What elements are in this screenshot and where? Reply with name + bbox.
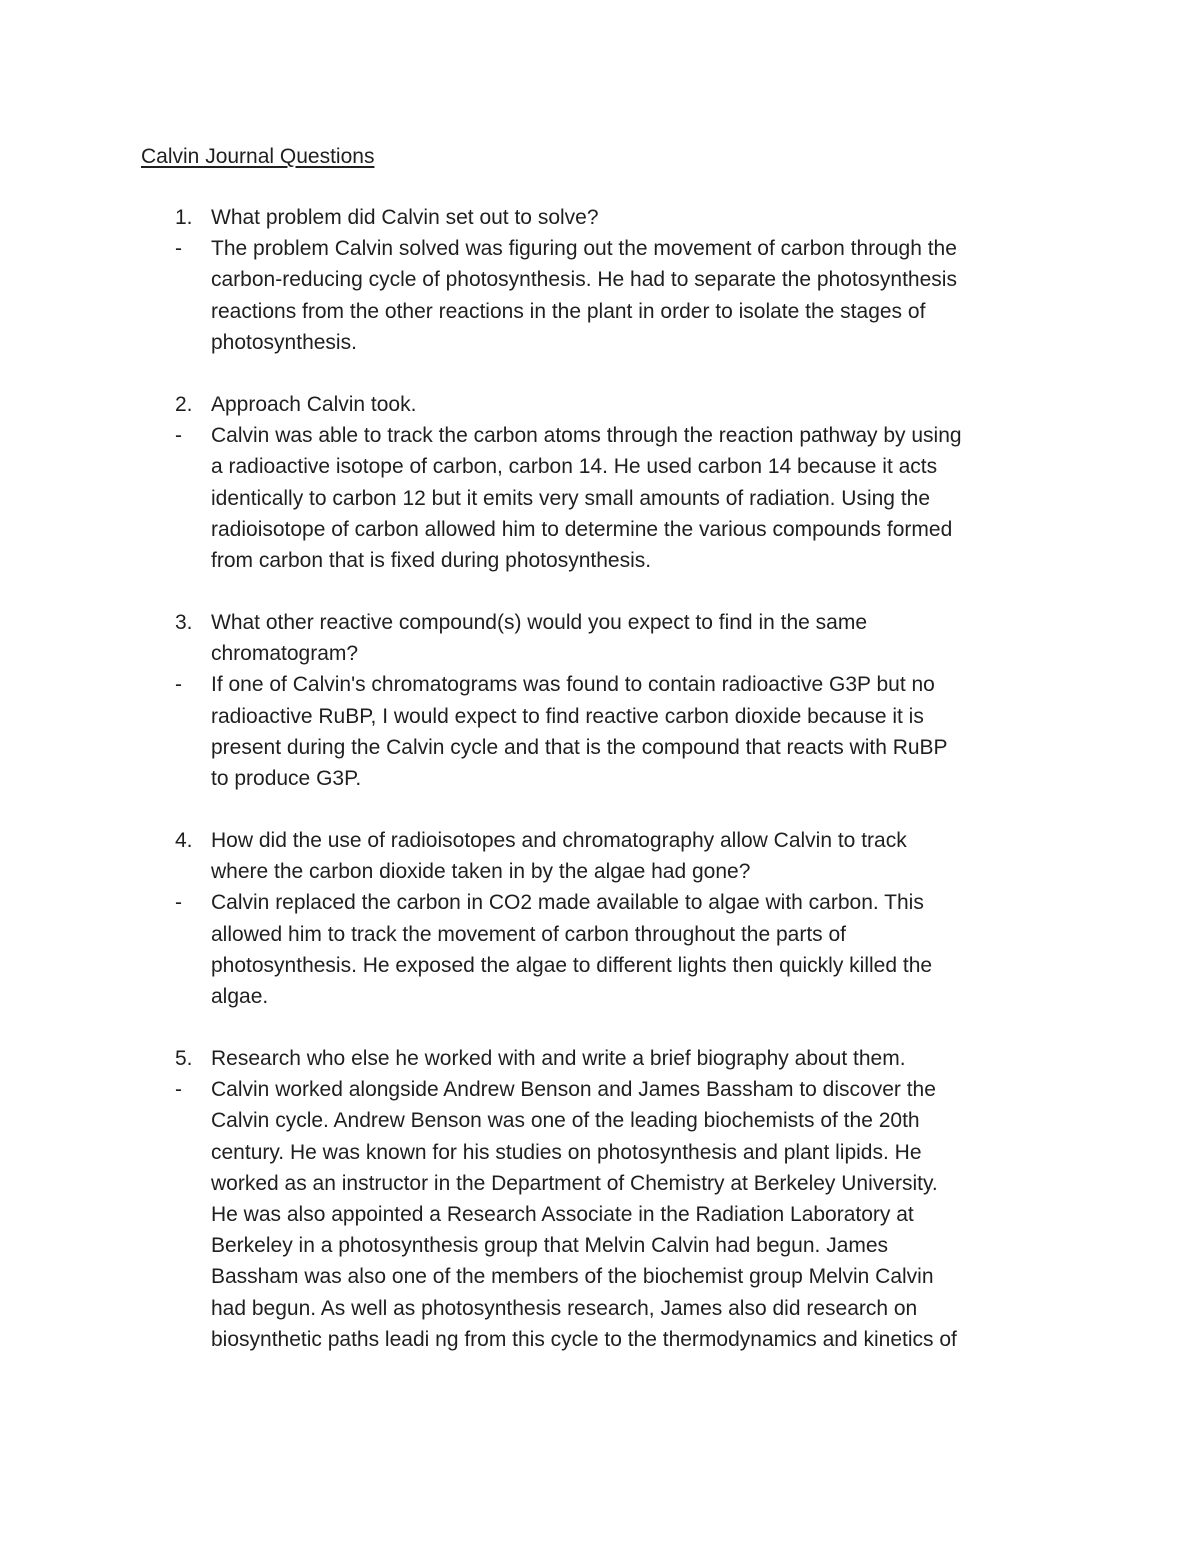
answer-line [0,327,1200,358]
answer-text: Calvin was able to track the carbon atoms through the reaction pathway by using [211,424,962,448]
answer-text: The problem Calvin solved was figuring out the movement of carbon through the [211,237,957,261]
answer-text: to produce G3P. [211,766,362,790]
answer-text: carbon-reducing cycle of photosynthesis. He had to separate the photosynthesis [211,268,957,292]
answer-text: Calvin worked alongside Andrew Benson and James Bassham to discover the [211,1078,936,1102]
answer-dash: - [175,673,182,697]
question-item-5 [0,1043,1200,1355]
answer-line [0,950,1200,981]
answer-text: allowed him to track the movement of carbon throughout the parts of [211,922,847,946]
answer-text: identically to carbon 12 but it emits very small amounts of radiation. Using the [211,486,931,510]
answer-line [0,919,1200,950]
answer-line [0,296,1200,327]
answer-line [0,545,1200,576]
question-line [0,856,1200,887]
answer-text: biosynthetic paths leadi ng from this cycle to the thermodynamics and kinetics of [211,1327,957,1351]
answer-line [0,1261,1200,1292]
answer-text: Berkeley in a photosynthesis group that Melvin Calvin had begun. James [211,1234,889,1258]
question-line [0,607,1200,638]
answer-dash: - [175,1078,182,1102]
answer-line [0,669,1200,700]
answer-line [0,483,1200,514]
question-number: 5. [175,1047,193,1070]
question-number: 1. [175,206,193,229]
question-number: 2. [175,393,193,416]
question-text: Research who else he worked with and write a brief biography about them. [211,1047,906,1070]
answer-text: algae. [211,984,269,1008]
answer-text: present during the Calvin cycle and that is the compound that reacts with RuBP [211,735,948,759]
question-line [0,638,1200,669]
answer-dash: - [175,891,182,915]
question-text: chromatogram? [211,642,359,666]
question-line [0,825,1200,856]
question-text: Approach Calvin took. [211,393,417,416]
question-line [0,389,1200,420]
answer-line [0,514,1200,545]
answer-text: Calvin replaced the carbon in CO2 made available to algae with carbon. This [211,891,924,915]
answer-text: radioisotope of carbon allowed him to determine the various compounds formed [211,517,953,541]
question-text: What problem did Calvin set out to solve? [211,206,599,229]
answer-line [0,1230,1200,1261]
answer-text: photosynthesis. [211,330,357,354]
answer-text: from carbon that is fixed during photosynthesis. [211,548,652,572]
answer-line [0,1105,1200,1136]
answer-line [0,451,1200,482]
answer-dash: - [175,237,182,261]
answer-line [0,763,1200,794]
question-text: What other reactive compound(s) would you expect to find in the same [211,611,868,634]
question-line [0,202,1200,233]
answer-line [0,1168,1200,1199]
answer-text: a radioactive isotope of carbon, carbon 14. He used carbon 14 because it acts [211,455,938,479]
answer-text: century. He was known for his studies on photosynthesis and plant lipids. He [211,1140,922,1164]
answer-line [0,1324,1200,1355]
answer-line [0,420,1200,451]
answer-text: He was also appointed a Research Associate in the Radiation Laboratory at [211,1202,914,1226]
question-text: where the carbon dioxide taken in by the algae had gone? [211,860,751,884]
answer-text: Bassham was also one of the members of the biochemist group Melvin Calvin [211,1265,934,1289]
answer-dash: - [175,424,182,448]
document-title: Calvin Journal Questions [141,145,375,168]
answer-line [0,1293,1200,1324]
answer-line [0,1074,1200,1105]
answer-line [0,887,1200,918]
answer-text: reactions from the other reactions in the plant in order to isolate the stages of [211,299,926,323]
answer-line [0,1199,1200,1230]
question-number: 4. [175,829,193,852]
question-text: How did the use of radioisotopes and chromatography allow Calvin to track [211,829,907,852]
question-number: 3. [175,611,193,634]
answer-line [0,732,1200,763]
answer-text: Calvin cycle. Andrew Benson was one of the leading biochemists of the 20th [211,1109,920,1133]
answer-line [0,233,1200,264]
question-item-4 [0,825,1200,1012]
question-item-2 [0,389,1200,576]
answer-text: worked as an instructor in the Department of Chemistry at Berkeley University. [211,1171,938,1195]
question-item-3 [0,607,1200,794]
question-item-1 [0,202,1200,358]
answer-line [0,701,1200,732]
answer-text: radioactive RuBP, I would expect to find reactive carbon dioxide because it is [211,704,924,728]
answer-line [0,1137,1200,1168]
answer-line [0,981,1200,1012]
question-line [0,1043,1200,1074]
answer-text: If one of Calvin's chromatograms was found to contain radioactive G3P but no [211,673,935,697]
answer-line [0,264,1200,295]
answer-text: had begun. As well as photosynthesis research, James also did research on [211,1296,918,1320]
answer-text: photosynthesis. He exposed the algae to different lights then quickly killed the [211,953,933,977]
